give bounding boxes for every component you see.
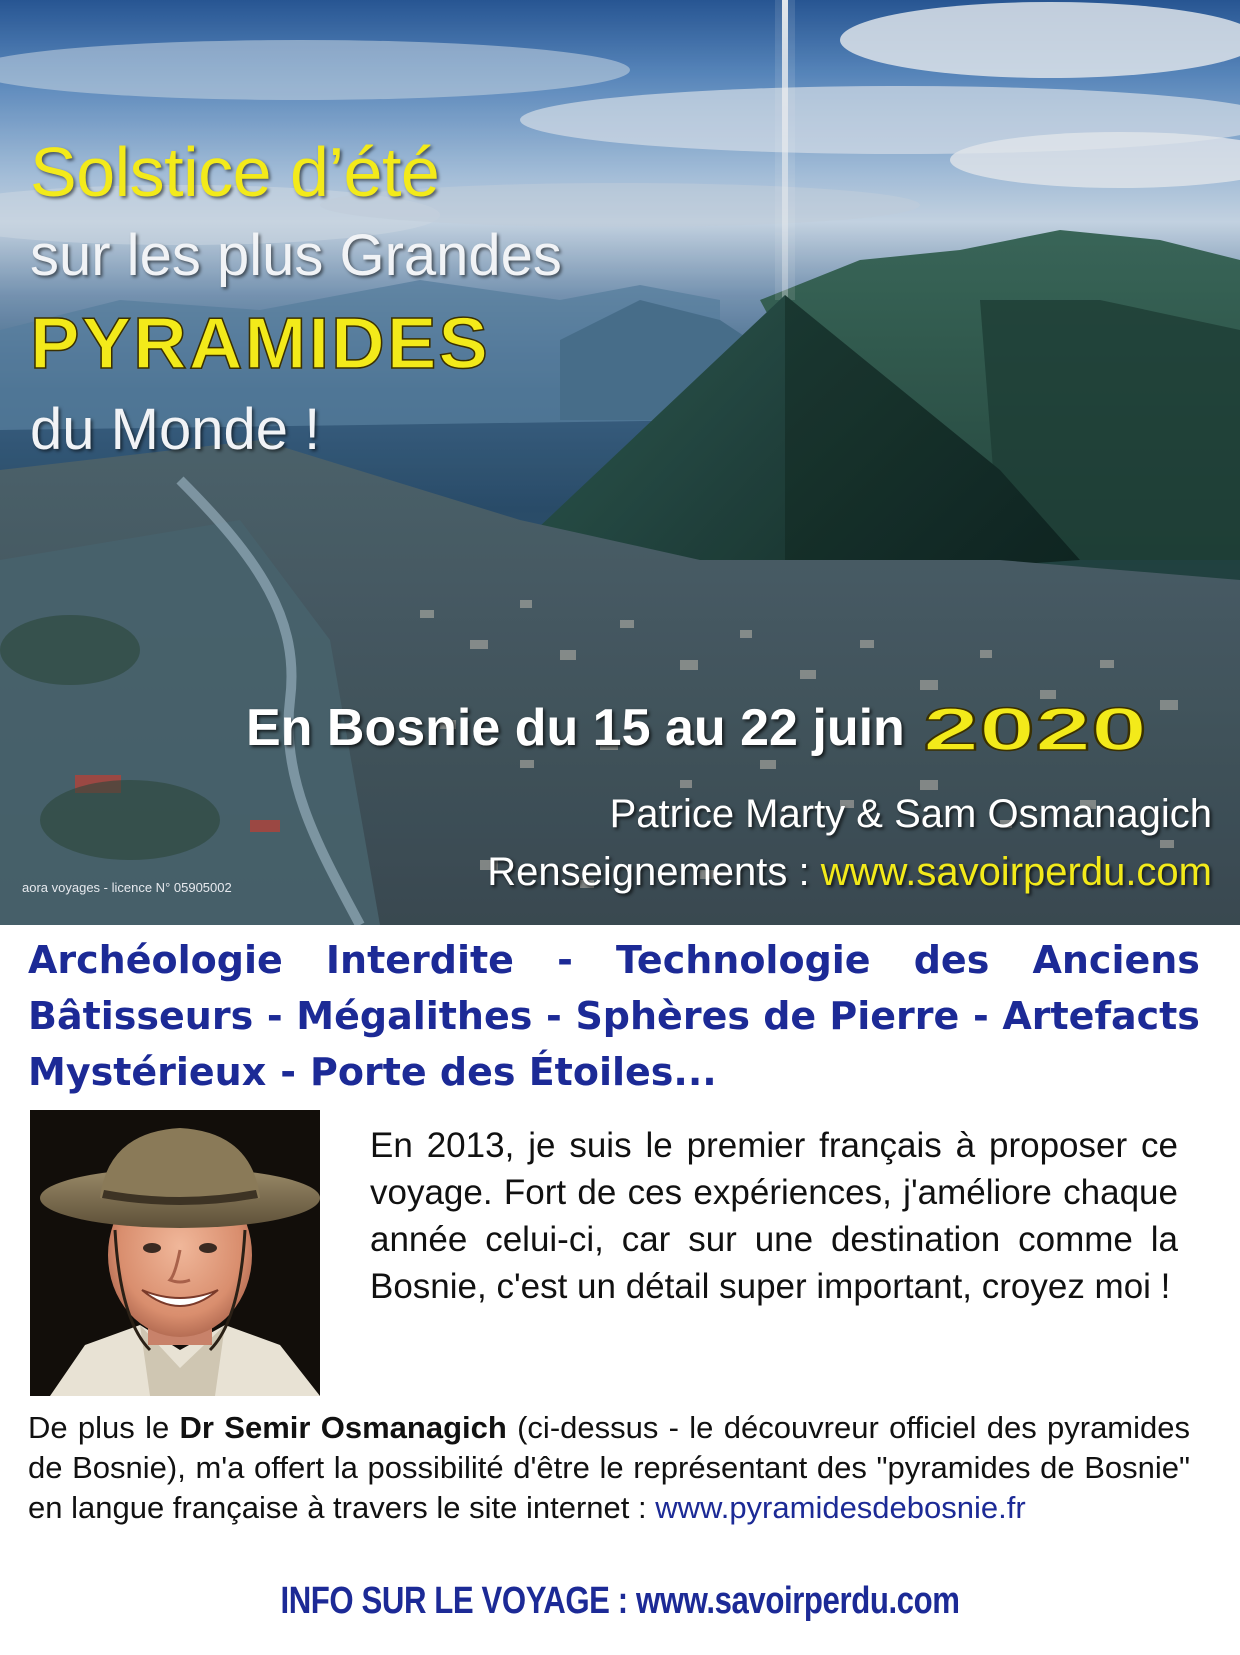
- title-monde: du Monde !: [30, 397, 321, 462]
- para2-text: (ci-dessus - le découvreur officiel des pyramides de Bosnie), m'a offert la possibilité d'être le représentant des "pyramides de Bosnie" en langue française à travers le site internet :: [28, 1410, 1190, 1525]
- keyword: Anciens: [1032, 938, 1200, 982]
- year-logo: [921, 698, 1151, 758]
- portrait-illustration: [30, 1110, 320, 1396]
- keyword-separator: -: [546, 994, 562, 1038]
- trip-dates: [246, 698, 1151, 758]
- keywords-line-3: [28, 1044, 1200, 1100]
- keyword: Porte des Étoiles...: [310, 1050, 717, 1094]
- keyword: Mégalithes: [296, 994, 533, 1038]
- keyword-separator: -: [972, 994, 989, 1038]
- info-url-link[interactable]: www.savoirperdu.com: [820, 850, 1212, 894]
- keyword: Mystérieux: [28, 1050, 267, 1094]
- keyword: Bâtisseurs: [28, 994, 254, 1038]
- footer-info[interactable]: INFO SUR LE VOYAGE : www.savoirperdu.com: [280, 1580, 960, 1622]
- keyword: Archéologie: [28, 938, 283, 982]
- title-solstice: Solstice d’été: [30, 133, 440, 211]
- keywords-block: [28, 932, 1200, 1100]
- keyword: Artefacts: [1002, 994, 1200, 1038]
- info-label: Renseignements :: [487, 850, 810, 894]
- dates-text: En Bosnie du 15 au 22 juin: [246, 699, 905, 757]
- info-line: [487, 850, 1212, 895]
- keywords-line-2: [28, 988, 1200, 1044]
- para2-text: De plus le: [28, 1410, 180, 1445]
- pyramides-site-link[interactable]: www.pyramidesdebosnie.fr: [655, 1490, 1026, 1525]
- keywords-line-1: [28, 932, 1200, 988]
- licence-note: aora voyages - licence N° 05905002: [22, 880, 232, 895]
- intro-paragraph: En 2013, je suis le premier français à proposer ce voyage. Fort de ces expériences, j'améliore chaque année celui-ci, car sur une destination comme la Bosnie, c'est un détail super important, croyez moi !: [370, 1126, 1178, 1306]
- keyword-separator: -: [280, 1050, 297, 1094]
- portrait-photo: [30, 1110, 320, 1396]
- osmanagich-paragraph: [28, 1408, 1190, 1528]
- osmanagich-name: Dr Semir Osmanagich: [179, 1410, 507, 1445]
- year-text: 2020: [923, 698, 1148, 758]
- keyword-separator: -: [266, 994, 283, 1038]
- keyword: Interdite: [325, 938, 514, 982]
- keyword: des: [913, 938, 990, 982]
- keyword: Sphères de Pierre: [575, 994, 960, 1038]
- title-pyramides-logo: [28, 302, 498, 380]
- organizers: Patrice Marty & Sam Osmanagich: [609, 792, 1212, 836]
- title-subline: sur les plus Grandes: [30, 223, 562, 288]
- title-pyramides-text: PYRAMIDES: [30, 304, 490, 380]
- keyword: Technologie: [616, 938, 871, 982]
- keyword-separator: -: [557, 938, 573, 982]
